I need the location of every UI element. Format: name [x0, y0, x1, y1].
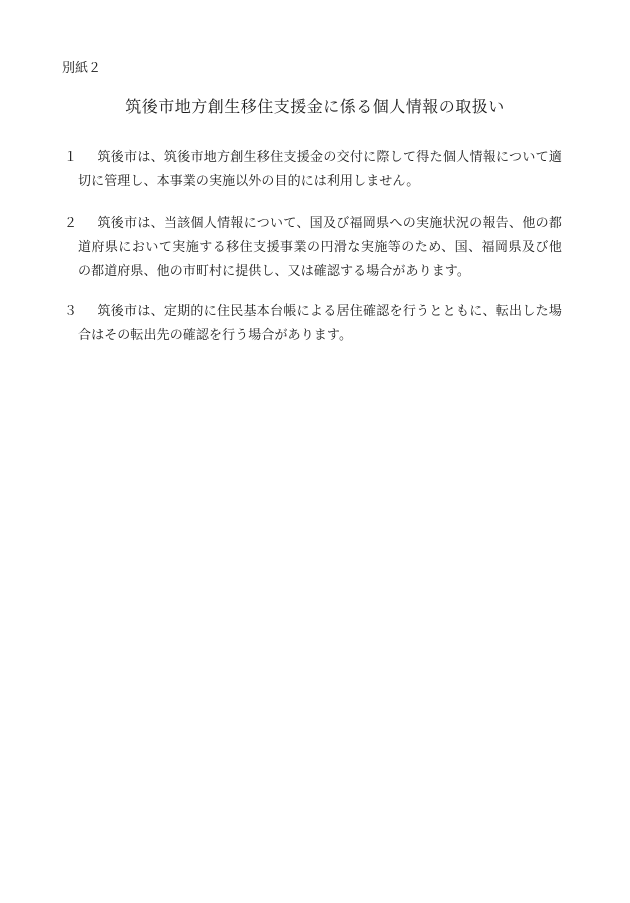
clause-number: ２	[64, 216, 78, 231]
clause-text: 筑後市は、定期的に住民基本台帳による居住確認を行うとともに、転出した場合はその転出先の確認を行う場合があります。	[78, 304, 562, 343]
clause-item	[62, 212, 562, 284]
clause-number: ３	[64, 304, 78, 319]
clause-number: １	[64, 150, 78, 165]
clause-text: 筑後市は、筑後市地方創生移住支援金の交付に際して得た個人情報について適切に管理し、本事業の実施以外の目的には利用しません。	[78, 150, 562, 189]
clause-item	[62, 146, 562, 194]
clause-text: 筑後市は、当該個人情報について、国及び福岡県への実施状況の報告、他の都道府県において実施する移住支援事業の円滑な実施等のため、国、福岡県及び他の都道府県、他の市町村に提供し、又は確認する場合があります。	[78, 216, 562, 279]
document-title: 筑後市地方創生移住支援金に係る個人情報の取扱い	[125, 97, 505, 116]
annex-label: 別紙２	[62, 61, 102, 76]
clause-item	[62, 300, 562, 348]
